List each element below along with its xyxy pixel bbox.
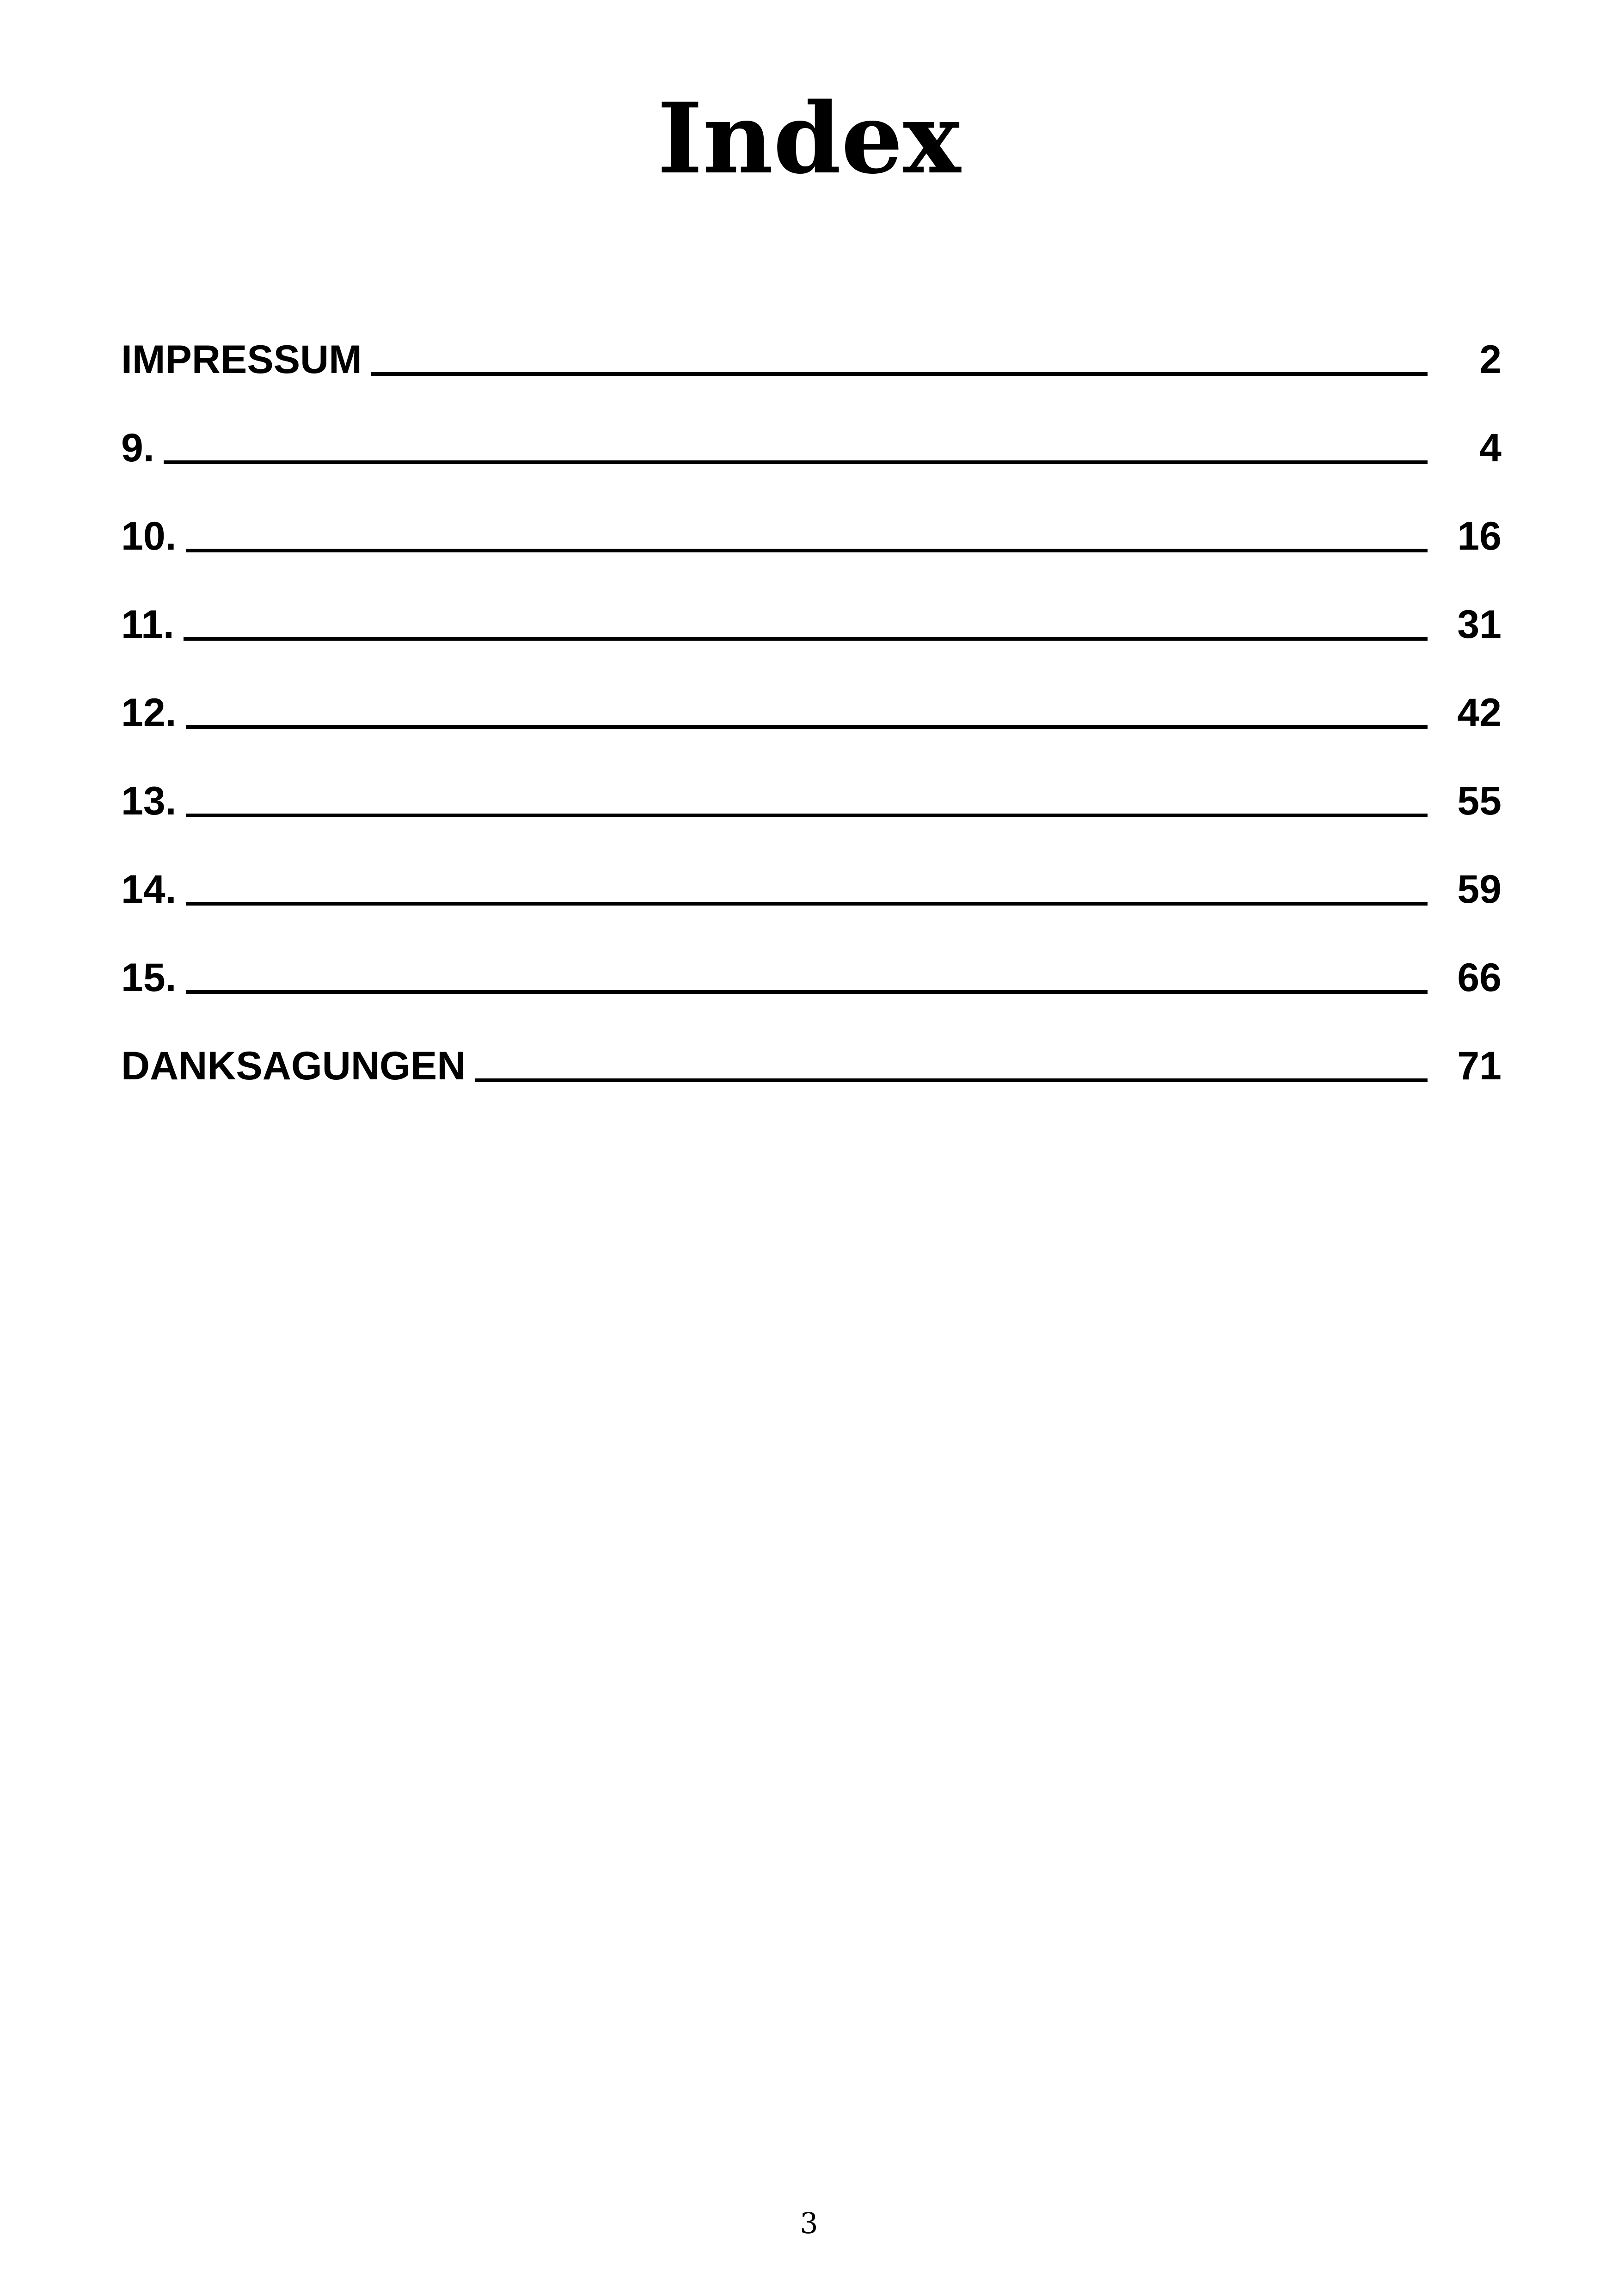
toc-leader-line <box>186 990 1428 994</box>
toc-entry-label: 14. <box>121 867 177 912</box>
page-title: Index <box>657 81 961 196</box>
toc-leader-line <box>475 1078 1428 1082</box>
toc-entry-label: 15. <box>121 955 177 1000</box>
toc-entry-danksagungen[interactable] <box>121 1038 1502 1127</box>
table-of-contents <box>121 332 1502 1127</box>
toc-entry-page: 42 <box>1457 691 1502 735</box>
toc-leader-line <box>186 814 1428 817</box>
toc-entry-12[interactable] <box>121 685 1502 773</box>
toc-entry-label: 12. <box>121 691 177 735</box>
toc-entry-label: 10. <box>121 514 177 558</box>
toc-leader-line <box>184 637 1428 641</box>
toc-entry-14[interactable] <box>121 862 1502 950</box>
toc-entry-label: IMPRESSUM <box>121 337 362 382</box>
toc-leader-line <box>186 549 1428 552</box>
toc-leader-line <box>164 460 1428 464</box>
toc-entry-impressum[interactable] <box>121 332 1502 420</box>
toc-entry-label: 9. <box>121 426 154 470</box>
toc-entry-11[interactable] <box>121 597 1502 685</box>
toc-entry-10[interactable] <box>121 508 1502 597</box>
toc-entry-page: 66 <box>1457 955 1502 1000</box>
page-number: 3 <box>800 2206 818 2240</box>
toc-entry-15[interactable] <box>121 950 1502 1038</box>
toc-entry-page: 4 <box>1479 426 1502 470</box>
toc-entry-page: 2 <box>1479 337 1502 382</box>
toc-entry-label: 13. <box>121 779 177 823</box>
toc-entry-label: DANKSAGUNGEN <box>121 1044 466 1088</box>
toc-entry-page: 31 <box>1457 602 1502 647</box>
toc-entry-page: 59 <box>1457 867 1502 912</box>
toc-entry-page: 16 <box>1457 514 1502 558</box>
toc-leader-line <box>186 902 1428 906</box>
toc-entry-13[interactable] <box>121 773 1502 862</box>
toc-leader-line <box>371 372 1428 376</box>
toc-entry-label: 11. <box>121 602 174 647</box>
toc-entry-9[interactable] <box>121 420 1502 508</box>
toc-entry-page: 71 <box>1457 1044 1502 1088</box>
toc-entry-page: 55 <box>1457 779 1502 823</box>
toc-leader-line <box>186 725 1428 729</box>
